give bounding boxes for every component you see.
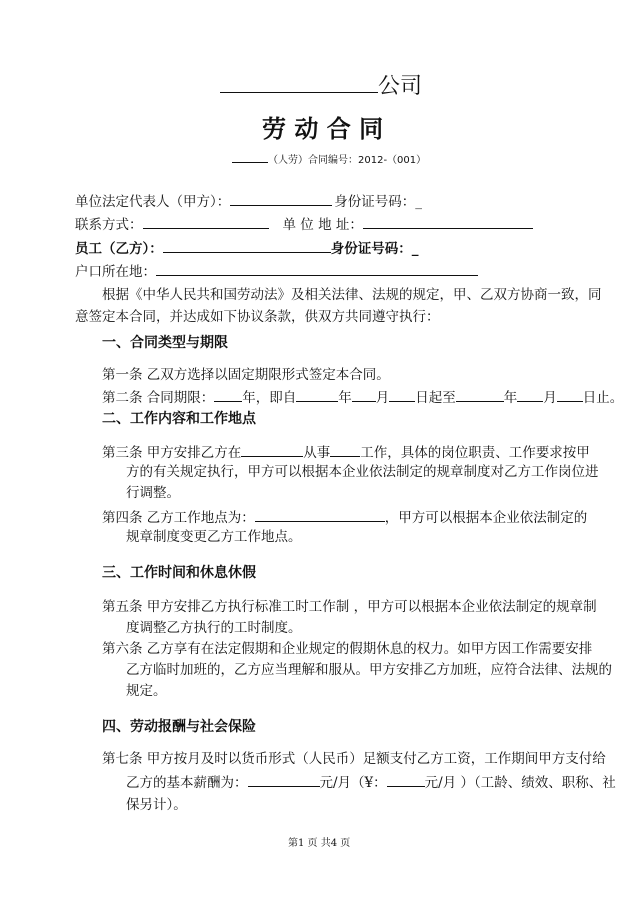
article-2-text-f: 年 xyxy=(503,390,518,406)
contact-row xyxy=(75,214,533,234)
position-blank xyxy=(330,442,360,457)
article-3-text-a: 第三条 甲方安排乙方在 xyxy=(102,445,242,461)
company-name-line xyxy=(220,72,422,100)
salary-figure-blank xyxy=(387,772,425,787)
contract-no-prefix: （人劳）合同编号： xyxy=(268,155,358,166)
employee-blank xyxy=(163,238,331,253)
article-2-text-d: 月 xyxy=(375,390,390,406)
article-2-text-b: 年，即自 xyxy=(242,390,297,406)
article-5-line-1: 第五条 甲方安排乙方执行标准工时工作制 ，甲方可以根据本企业依法制定的规章制 xyxy=(102,599,597,615)
contract-no-value: 2012-（001） xyxy=(358,155,427,166)
legal-rep-label: 单位法定代表人（甲方）： xyxy=(75,194,231,210)
article-2 xyxy=(102,387,623,407)
id-no-label-1: 身份证号码： xyxy=(334,194,416,210)
id-no-label-2: 身份证号码： xyxy=(330,241,412,257)
end-day-blank xyxy=(557,387,583,402)
article-6-line-1: 第六条 乙方享有在法定假期和企业规定的假期休息的权力。如甲方因工作需要安排 xyxy=(102,641,593,657)
article-2-text-e: 日起至 xyxy=(415,390,456,406)
article-7-text-c: 元/月 ）（工龄、绩效、职称、社 xyxy=(424,775,616,791)
article-3-line-3: 行调整。 xyxy=(126,485,180,501)
article-6-line-3: 规定。 xyxy=(126,683,167,699)
article-7-line-1: 第七条 甲方按月及时以货币形式（人民币）足额支付乙方工资，工作期间甲方支付给 xyxy=(102,751,606,767)
address-label: 单 位 地 址： xyxy=(282,217,363,233)
contract-prefix-blank xyxy=(232,152,268,163)
section-3-heading: 三、工作时间和休息休假 xyxy=(102,565,256,581)
id-no-blank-2: _ xyxy=(411,241,419,257)
id-no-blank-1: _ xyxy=(415,194,422,210)
article-4-line-2: 规章制度变更乙方工作地点。 xyxy=(126,529,302,545)
salary-blank xyxy=(248,772,320,787)
article-6-line-2: 乙方临时加班的，乙方应当理解和服从。甲方安排乙方加班，应符合法律、法规的 xyxy=(126,662,612,678)
contact-label: 联系方式： xyxy=(75,217,143,233)
employee-label: 员工（乙方）： xyxy=(75,241,163,257)
article-3-line-1 xyxy=(102,442,590,462)
article-5-line-2: 度调整乙方执行的工时制度。 xyxy=(126,620,302,636)
section-1-heading: 一、合同类型与期限 xyxy=(102,335,228,351)
section-2-heading: 二、工作内容和工作地点 xyxy=(102,411,256,427)
article-4-line-1 xyxy=(102,507,587,527)
article-3-text-c: 工作，具体的岗位职责、工作要求按甲 xyxy=(360,445,590,461)
end-month-blank xyxy=(517,387,543,402)
legal-rep-row xyxy=(75,191,422,211)
company-suffix: 公司 xyxy=(378,74,423,99)
article-4-text-b: ，甲方可以根据本企业依法制定的 xyxy=(384,510,588,526)
term-years-blank xyxy=(214,387,242,402)
article-2-text-h: 日止。 xyxy=(582,390,624,406)
article-7-line-2 xyxy=(126,772,616,792)
article-2-label: 第二条 合同期限： xyxy=(102,390,215,406)
article-4-text-a: 第四条 乙方工作地点为： xyxy=(102,510,255,526)
legal-rep-blank xyxy=(230,191,332,206)
page-number: 第1 页 共4 页 xyxy=(288,838,351,849)
hukou-blank xyxy=(156,261,478,276)
section-4-heading: 四、劳动报酬与社会保险 xyxy=(102,719,256,735)
start-day-blank xyxy=(389,387,415,402)
article-3-line-2: 方的有关规定执行，甲方可以根据本企业依法制定的规章制度对乙方工作岗位进 xyxy=(126,464,599,480)
article-2-text-c: 年 xyxy=(338,390,352,406)
start-year-blank xyxy=(296,387,338,402)
page-title: 劳 动 合 同 xyxy=(262,115,384,143)
article-3-text-b: 从事 xyxy=(303,445,331,461)
intro-line-1: 根据《中华人民共和国劳动法》及相关法律、法规的规定，甲、乙双方协商一致，同 xyxy=(102,287,602,303)
employee-row xyxy=(75,238,419,258)
contract-number xyxy=(232,152,426,167)
article-7-text-a: 乙方的基本薪酬为： xyxy=(126,775,248,791)
intro-line-2: 意签定本合同，并达成如下协议条款，供双方共同遵守执行： xyxy=(75,309,440,325)
company-name-blank xyxy=(220,72,378,93)
address-blank xyxy=(363,214,533,229)
article-7-line-3: 保另计）。 xyxy=(126,797,187,813)
end-year-blank xyxy=(456,387,504,402)
hukou-row xyxy=(75,261,478,281)
contact-blank xyxy=(143,214,269,229)
start-month-blank xyxy=(352,387,376,402)
article-1: 第一条 乙双方选择以固定期限形式签定本合同。 xyxy=(102,367,390,383)
hukou-label: 户口所在地： xyxy=(75,264,156,280)
department-blank xyxy=(241,442,303,457)
article-7-text-b: 元/月（¥： xyxy=(319,775,387,791)
work-location-blank xyxy=(255,507,385,522)
article-2-text-g: 月 xyxy=(543,390,557,406)
